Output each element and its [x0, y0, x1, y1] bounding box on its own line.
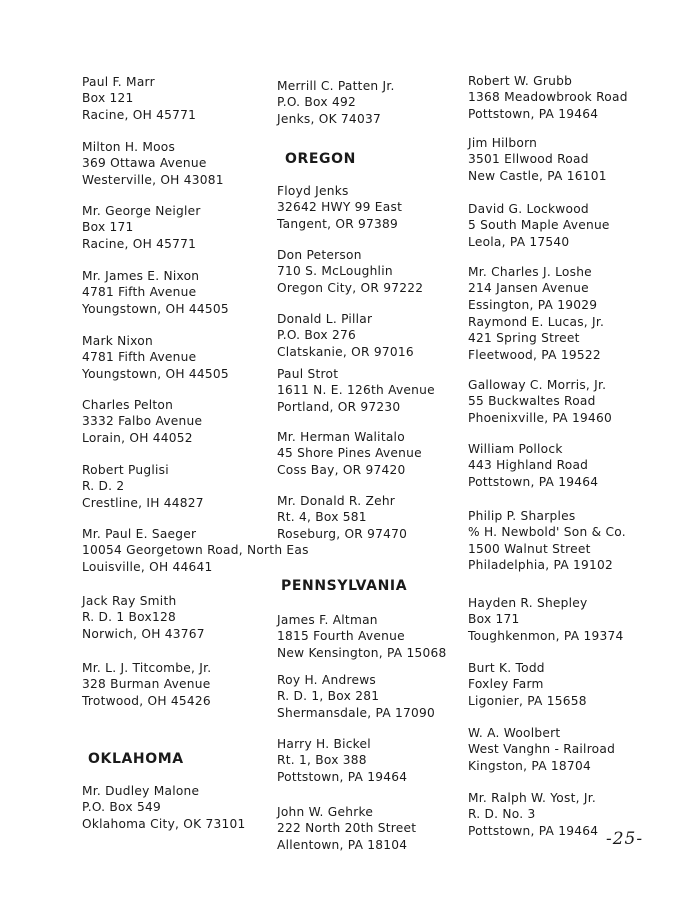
address-entry	[468, 508, 626, 574]
entry-address: Box 171	[82, 220, 134, 235]
entry-address: 710 S. McLoughlin	[277, 264, 393, 279]
entry-address: R. D. No. 3	[468, 807, 536, 822]
entry-address: P.O. Box 492	[277, 95, 356, 110]
entry-name: Jack Ray Smith	[82, 594, 177, 608]
entry-name: Charles Pelton	[82, 398, 174, 412]
entry-name: James F. Altman	[277, 613, 378, 627]
entry-address: 3332 Falbo Avenue	[82, 414, 203, 429]
entry-address: P.O. Box 549	[82, 800, 161, 815]
entry-name: Paul F. Marr	[82, 75, 155, 89]
entry-city: Philadelphia, PA 19102	[468, 558, 614, 573]
address-entry	[277, 672, 435, 721]
entry-city: Trotwood, OH 45426	[82, 693, 211, 708]
entry-address: 1815 Fourth Avenue	[277, 629, 405, 644]
address-entry	[277, 429, 422, 478]
entry-name: Harry H. Bickel	[277, 737, 371, 751]
entry-name: W. A. Woolbert	[468, 726, 561, 740]
address-entry	[82, 203, 201, 252]
address-entry	[82, 593, 205, 642]
entry-name: Robert W. Grubb	[468, 74, 573, 88]
entry-name: Hayden R. Shepley	[468, 596, 588, 610]
entry-address: 32642 HWY 99 East	[277, 200, 403, 215]
entry-name: Mr. Herman Walitalo	[277, 430, 405, 444]
entry-city: Pottstown, PA 19464	[468, 823, 599, 838]
entry-address: 222 North 20th Street	[277, 821, 417, 836]
entry-address: Rt. 4, Box 581	[277, 510, 367, 525]
entry-address: 1611 N. E. 126th Avenue	[277, 383, 435, 398]
entry-name: Mark Nixon	[82, 334, 153, 348]
address-entry	[468, 660, 587, 709]
entry-name: John W. Gehrke	[277, 805, 374, 819]
address-entry	[277, 247, 423, 296]
address-entry	[468, 264, 597, 313]
entry-city: Allentown, PA 18104	[277, 837, 408, 852]
entry-name: Raymond E. Lucas, Jr.	[468, 315, 605, 329]
address-entry	[468, 377, 612, 426]
entry-address: R. D. 1 Box128	[82, 610, 176, 625]
entry-name: Mr. Charles J. Loshe	[468, 265, 592, 279]
entry-name: Paul Strot	[277, 367, 339, 381]
address-entry	[277, 311, 414, 360]
entry-city: Youngstown, OH 44505	[82, 366, 229, 381]
entry-name: David G. Lockwood	[468, 202, 589, 216]
entry-name: Philip P. Sharples	[468, 509, 576, 523]
entry-address: 421 Spring Street	[468, 331, 580, 346]
entry-address: P.O. Box 276	[277, 328, 356, 343]
address-entry	[82, 268, 229, 317]
entry-city: Clatskanie, OR 97016	[277, 344, 414, 359]
address-entry	[468, 725, 615, 774]
address-entry	[277, 612, 447, 661]
entry-city: Norwich, OH 43767	[82, 626, 205, 641]
entry-address: R. D. 2	[82, 479, 125, 494]
entry-name: Galloway C. Morris, Jr.	[468, 378, 607, 392]
address-entry	[468, 73, 628, 122]
entry-name: Mr. Paul E. Saeger	[82, 527, 197, 541]
entry-address: West Vanghn - Railroad	[468, 742, 616, 757]
entry-address: Box 171	[468, 612, 520, 627]
entry-name: Mr. Donald R. Zehr	[277, 494, 396, 508]
address-entry	[82, 526, 309, 575]
entry-city: Westerville, OH 43081	[82, 172, 224, 187]
entry-name: Robert Puglisi	[82, 463, 169, 477]
entry-name: Mr. Dudley Malone	[82, 784, 200, 798]
entry-city: New Kensington, PA 15068	[277, 645, 447, 660]
entry-address: 10054 Georgetown Road, North Eas	[82, 543, 309, 558]
entry-name: Burt K. Todd	[468, 661, 545, 675]
entry-city: Pottstown, PA 19464	[277, 769, 408, 784]
entry-city: Fleetwood, PA 19522	[468, 347, 601, 362]
state-heading: OREGON	[285, 151, 356, 167]
entry-city: Leola, PA 17540	[468, 234, 570, 249]
entry-name: Mr. Ralph W. Yost, Jr.	[468, 791, 596, 805]
entry-name: Don Peterson	[277, 248, 362, 262]
entry-address: 328 Burman Avenue	[82, 677, 211, 692]
entry-city: Lorain, OH 44052	[82, 430, 193, 445]
entry-city: Kingston, PA 18704	[468, 758, 591, 773]
entry-address: Rt. 1, Box 388	[277, 753, 367, 768]
state-heading: OKLAHOMA	[88, 751, 184, 767]
entry-address: R. D. 1, Box 281	[277, 689, 380, 704]
entry-name: Milton H. Moos	[82, 140, 176, 154]
entry-address: 214 Jansen Avenue	[468, 281, 589, 296]
entry-city: Pottstown, PA 19464	[468, 106, 599, 121]
entry-city: Oregon City, OR 97222	[277, 280, 424, 295]
entry-city: Jenks, OK 74037	[277, 111, 381, 126]
entry-address: Foxley Farm	[468, 677, 544, 692]
entry-city: Phoenixville, PA 19460	[468, 410, 613, 425]
entry-address: 4781 Fifth Avenue	[82, 350, 197, 365]
entry-address-line2: 1500 Walnut Street	[468, 541, 591, 556]
entry-city: Racine, OH 45771	[82, 236, 197, 251]
entry-name: Merrill C. Patten Jr.	[277, 79, 395, 93]
address-entry	[468, 314, 604, 363]
address-entry	[277, 493, 407, 542]
address-entry	[82, 139, 224, 188]
entry-city: Youngstown, OH 44505	[82, 301, 229, 316]
entry-city: Louisville, OH 44641	[82, 559, 213, 574]
entry-address: 3501 Ellwood Road	[468, 152, 589, 167]
address-entry	[468, 790, 598, 839]
page-number: -25-	[606, 829, 644, 849]
entry-address: 443 Highland Road	[468, 458, 589, 473]
address-entry	[82, 397, 202, 446]
entry-city: Oklahoma City, OK 73101	[82, 816, 246, 831]
address-entry	[468, 201, 610, 250]
address-entry	[82, 660, 211, 709]
entry-city: Roseburg, OR 97470	[277, 526, 408, 541]
entry-address: 369 Ottawa Avenue	[82, 156, 207, 171]
entry-city: Shermansdale, PA 17090	[277, 705, 436, 720]
entry-name: Donald L. Pillar	[277, 312, 373, 326]
entry-city: Coss Bay, OR 97420	[277, 462, 406, 477]
entry-address: 55 Buckwaltes Road	[468, 394, 596, 409]
address-entry	[277, 183, 402, 232]
entry-city: Tangent, OR 97389	[277, 216, 399, 231]
address-entry	[277, 804, 416, 853]
address-entry	[82, 74, 196, 123]
entry-name: William Pollock	[468, 442, 563, 456]
address-entry	[468, 441, 598, 490]
entry-name: Jim Hilborn	[468, 136, 538, 150]
entry-address: 1368 Meadowbrook Road	[468, 90, 628, 105]
address-entry	[82, 783, 246, 832]
address-entry	[82, 333, 229, 382]
address-entry	[277, 366, 435, 415]
address-entry	[468, 595, 623, 644]
entry-name: Mr. L. J. Titcombe, Jr.	[82, 661, 212, 675]
state-heading: PENNSYLVANIA	[281, 578, 408, 594]
entry-city: Toughkenmon, PA 19374	[468, 628, 624, 643]
address-entry	[468, 135, 607, 184]
entry-city: Pottstown, PA 19464	[468, 474, 599, 489]
entry-address: 5 South Maple Avenue	[468, 218, 610, 233]
entry-address: Box 121	[82, 91, 134, 106]
entry-city: Essington, PA 19029	[468, 297, 598, 312]
address-entry	[277, 78, 395, 127]
entry-name: Roy H. Andrews	[277, 673, 377, 687]
address-entry	[277, 736, 407, 785]
entry-city: Portland, OR 97230	[277, 399, 401, 414]
entry-address: 4781 Fifth Avenue	[82, 285, 197, 300]
entry-name: Mr. James E. Nixon	[82, 269, 200, 283]
entry-city: Crestline, IH 44827	[82, 495, 204, 510]
entry-city: New Castle, PA 16101	[468, 168, 607, 183]
entry-city: Racine, OH 45771	[82, 107, 197, 122]
entry-address: % H. Newbold' Son & Co.	[468, 525, 626, 540]
entry-name: Floyd Jenks	[277, 184, 349, 198]
address-entry	[82, 462, 204, 511]
entry-city: Ligonier, PA 15658	[468, 693, 587, 708]
entry-name: Mr. George Neigler	[82, 204, 201, 218]
entry-address: 45 Shore Pines Avenue	[277, 446, 422, 461]
